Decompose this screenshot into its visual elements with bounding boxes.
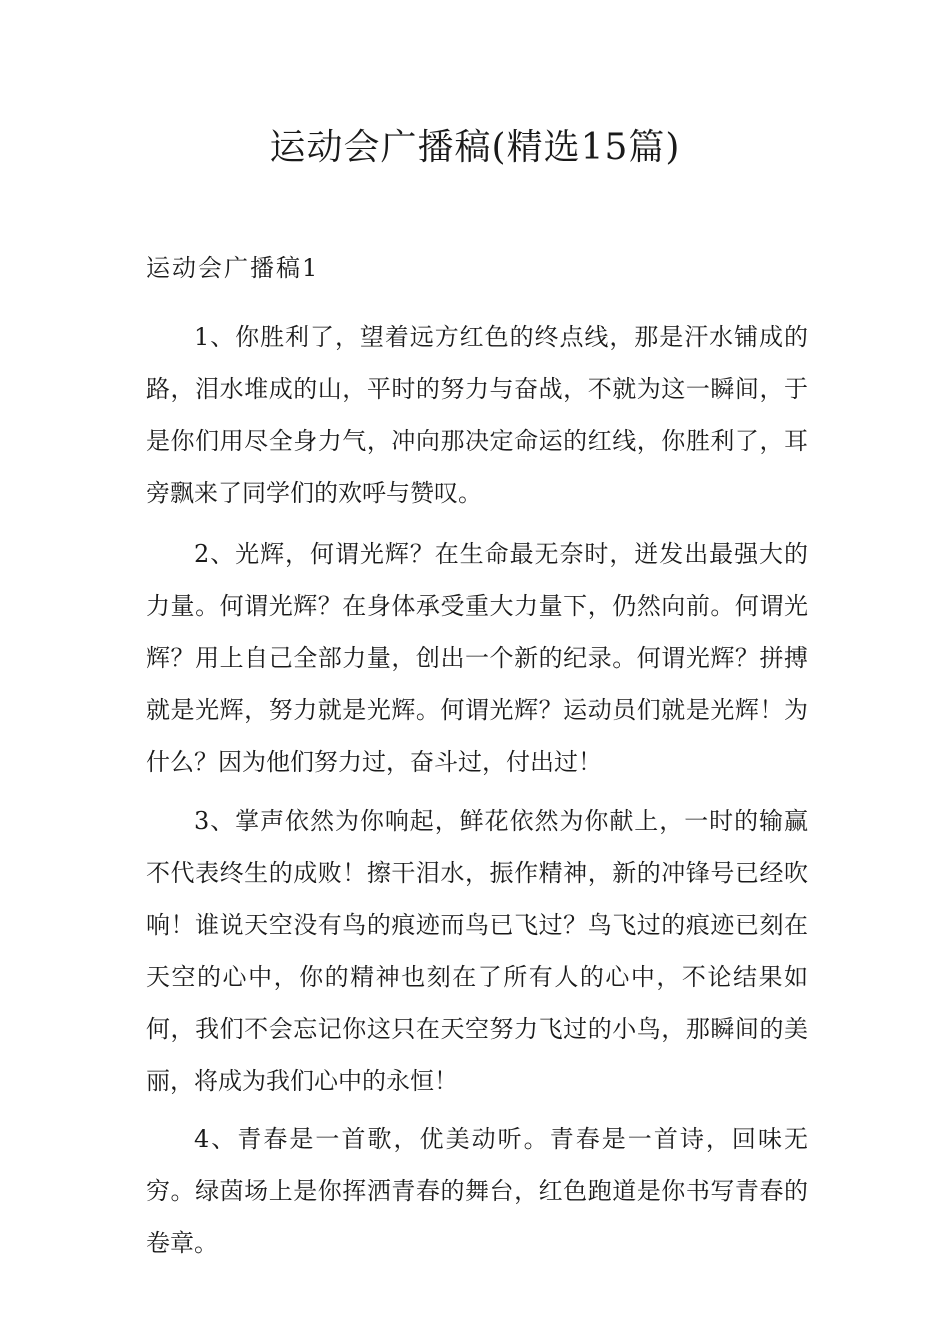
paragraph-3: 3、掌声依然为你响起，鲜花依然为你献上，一时的输赢不代表终生的成败！擦干泪水，振作精神，新的冲锋号已经吹响！谁说天空没有鸟的痕迹而鸟已飞过？鸟飞过的痕迹已刻在天空的心中，你的精神也刻在了所有人的心中，不论结果如何，我们不会忘记你这只在天空努力飞过的小鸟，那瞬间的美丽，将成为我们心中的永恒！ bbox=[146, 807, 808, 1095]
section-heading: 运动会广播稿1 bbox=[146, 254, 320, 282]
document-title: 运动会广播稿(精选15篇) bbox=[269, 127, 681, 168]
paragraph-4: 4、青春是一首歌，优美动听。青春是一首诗，回味无穷。绿茵场上是你挥洒青春的舞台，红色跑道是你书写青春的卷章。 bbox=[146, 1125, 808, 1257]
paragraph-2: 2、光辉，何谓光辉？在生命最无奈时，迸发出最强大的力量。何谓光辉？在身体承受重大力量下，仍然向前。何谓光辉？用上自己全部力量，创出一个新的纪录。何谓光辉？拼搏就是光辉，努力就是光辉。何谓光辉？运动员们就是光辉！为什么？因为他们努力过，奋斗过，付出过！ bbox=[146, 540, 808, 776]
paragraph-1: 1、你胜利了，望着远方红色的终点线，那是汗水铺成的路，泪水堆成的山，平时的努力与奋战，不就为这一瞬间，于是你们用尽全身力气，冲向那决定命运的红线，你胜利了，耳旁飘来了同学们的欢呼与赞叹。 bbox=[146, 323, 808, 507]
